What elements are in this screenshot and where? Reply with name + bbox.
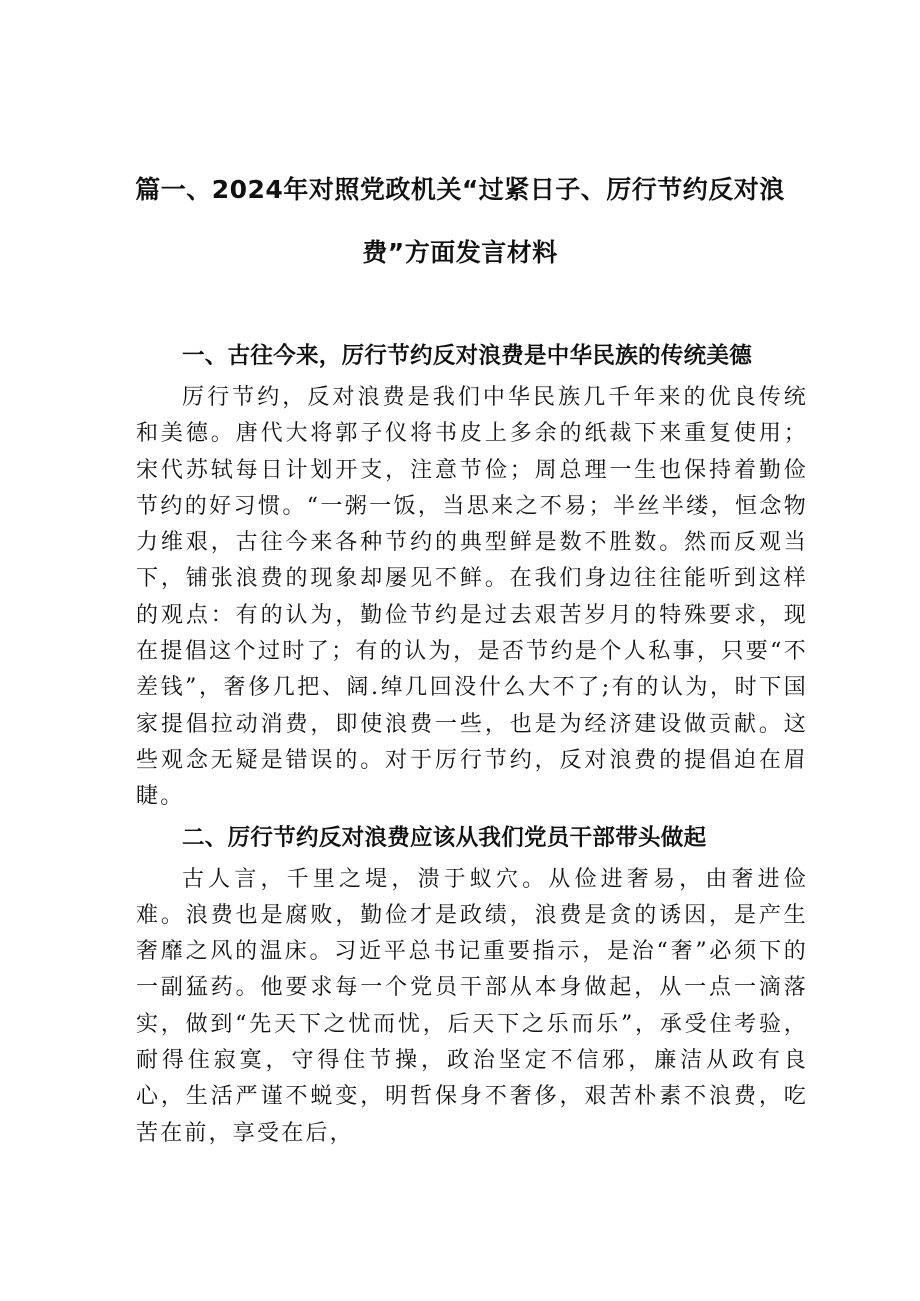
section-paragraph-2: 古人言，千里之堤，溃于蚁穴。从俭进奢易，由奢进俭难。浪费也是腐败，勤俭才是政绩，浪费是贪的诱因，是产生奢靡之风的温床。习近平总书记重要指示，是治“奢”必须下的一副猛药。他要求每一个党员干部从本身做起，从一点一滴落实，做到“先天下之忧而忧，后天下之乐而乐”，承受住考验，耐得住寂寞，守得住节操，政治坚定不信邪，廉洁从政有良心，生活严谨不蜕变，明哲保身不奢侈，艰苦朴素不浪费，吃苦在前，享受在后，: [136, 866, 808, 1146]
document-title-line-2: 费”方面发言材料: [362, 238, 558, 267]
document-title-line-1: 篇一、2024年对照党政机关“过紧日子、厉行节约反对浪: [135, 175, 785, 204]
section-paragraph-1: 厉行节约，反对浪费是我们中华民族几千年来的优良传统和美德。唐代大将郭子仪将书皮上多余的纸裁下来重复使用；宋代苏轼每日计划开支，注意节俭；周总理一生也保持着勤俭节约的好习惯。“一粥一饭，当思来之不易；半丝半缕，恒念物力维艰，古往今来各种节约的典型鲜是数不胜数。然而反观当下，铺张浪费的现象却屡见不鲜。在我们身边往往能听到这样的观点：有的认为，勤俭节约是过去艰苦岁月的特殊要求，现在提倡这个过时了；有的认为，是否节约是个人私事，只要“不差钱”，奢侈几把、阔.绰几回没什么大不了;有的认为，时下国家提倡拉动消费，即使浪费一些，也是为经济建设做贡献。这些观念无疑是错误的。对于厉行节约，反对浪费的提倡迫在眉睫。: [136, 385, 808, 810]
document-body: [136, 334, 808, 1152]
section-heading-1: 一、古往今来，厉行节约反对浪费是中华民族的传统美德: [182, 343, 753, 369]
section-heading-2: 二、厉行节约反对浪费应该从我们党员干部带头做起: [182, 824, 707, 851]
